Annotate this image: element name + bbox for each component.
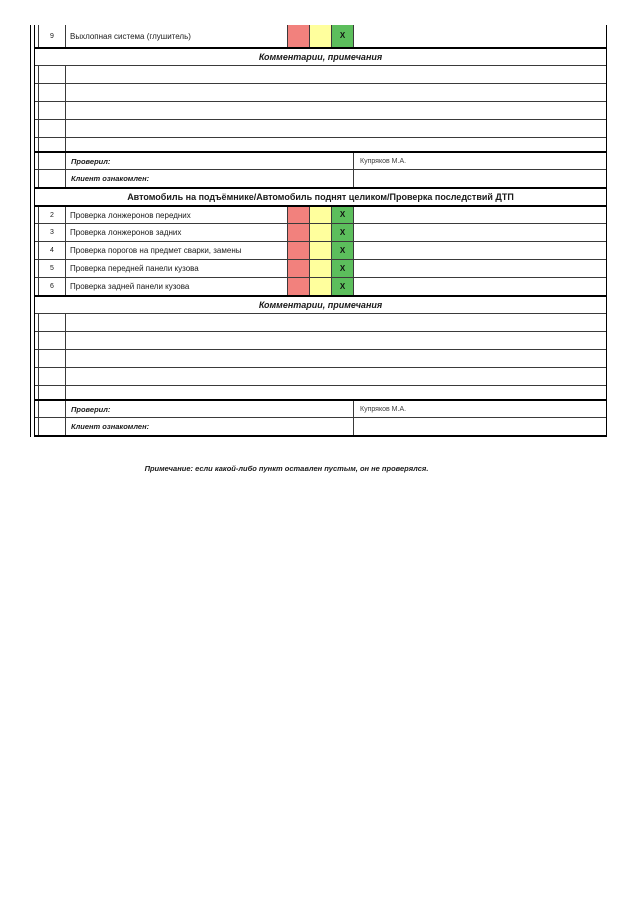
status-cell-red <box>288 278 310 295</box>
comment-row-empty <box>35 101 606 119</box>
status-cell-yellow <box>310 207 332 223</box>
comment-row-text-cell <box>66 350 606 367</box>
comments-section-header <box>35 47 606 65</box>
comment-row-text-cell <box>66 386 606 399</box>
status-cell-yellow <box>310 242 332 259</box>
comment-row-empty <box>35 119 606 137</box>
checklist-row <box>35 241 606 259</box>
table-outer-left-border <box>30 25 31 437</box>
client-ack-label: Клиент ознакомлен: <box>66 170 354 187</box>
lift-section-header <box>35 187 606 205</box>
row-number: 4 <box>39 242 66 259</box>
client-ack-row <box>35 169 606 187</box>
row-number: 2 <box>39 207 66 223</box>
notes-cell <box>354 278 606 295</box>
checked-by-row <box>35 399 606 417</box>
x-mark: X <box>339 210 346 219</box>
checked-by-value: Купряков М.А. <box>360 405 407 413</box>
comment-row-empty <box>35 137 606 151</box>
x-mark: X <box>339 245 346 255</box>
comment-row-number-cell <box>39 120 66 137</box>
row-number: 6 <box>39 278 66 295</box>
status-cell-green <box>332 207 354 223</box>
status-cell-red <box>288 242 310 259</box>
row-label: Проверка задней панели кузова <box>66 278 288 295</box>
notes-cell <box>354 207 606 223</box>
comment-row-number-cell <box>39 84 66 101</box>
row-label: Выхлопная система (глушитель) <box>66 25 288 47</box>
x-mark: X <box>339 227 346 237</box>
status-cell-yellow <box>310 224 332 241</box>
checklist-row <box>35 223 606 241</box>
comment-row-text-cell <box>66 120 606 137</box>
lift-section-title: Автомобиль на подъёмнике/Автомобиль поднят целиком/Проверка последствий ДТП <box>127 192 514 202</box>
comment-row-number-cell <box>39 332 66 349</box>
client-ack-value <box>354 418 606 435</box>
comment-row-text-cell <box>66 138 606 151</box>
comment-row-text-cell <box>66 314 606 331</box>
comment-row-text-cell <box>66 332 606 349</box>
x-mark: X <box>339 281 346 291</box>
comment-row-number-cell <box>39 368 66 385</box>
notes-cell <box>354 224 606 241</box>
comment-row-text-cell <box>66 84 606 101</box>
inspection-checklist-table <box>34 25 607 437</box>
checked-by-label: Проверил: <box>66 153 354 169</box>
status-cell-red <box>288 207 310 223</box>
status-cell-red <box>288 224 310 241</box>
empty-cell <box>39 153 66 169</box>
comment-row-empty <box>35 331 606 349</box>
comment-row-number-cell <box>39 350 66 367</box>
comment-row-number-cell <box>39 66 66 83</box>
status-cell-red <box>288 25 310 47</box>
notes-cell <box>354 25 606 47</box>
status-cell-green <box>332 278 354 295</box>
comment-row-number-cell <box>39 386 66 399</box>
status-cell-green <box>332 224 354 241</box>
x-mark: X <box>339 263 346 273</box>
checked-by-row <box>35 151 606 169</box>
comment-row-number-cell <box>39 102 66 119</box>
status-cell-green <box>332 242 354 259</box>
checklist-row <box>35 259 606 277</box>
notes-cell <box>354 242 606 259</box>
checklist-row-exhaust <box>35 25 606 47</box>
empty-cell <box>39 418 66 435</box>
comment-row-empty <box>35 65 606 83</box>
status-cell-yellow <box>310 25 332 47</box>
comment-row-number-cell <box>39 138 66 151</box>
comment-row-empty <box>35 83 606 101</box>
status-cell-green <box>332 260 354 277</box>
checklist-row <box>35 205 606 223</box>
status-cell-green <box>332 25 354 47</box>
comments-title: Комментарии, примечания <box>258 300 383 310</box>
row-label: Проверка лонжеронов задних <box>66 224 288 241</box>
checklist-row <box>35 277 606 295</box>
comment-row-text-cell <box>66 368 606 385</box>
empty-cell <box>39 170 66 187</box>
row-label: Проверка порогов на предмет сварки, замены <box>66 242 288 259</box>
row-number: 3 <box>39 224 66 241</box>
notes-cell <box>354 260 606 277</box>
comment-row-text-cell <box>66 66 606 83</box>
row-number: 5 <box>39 260 66 277</box>
row-label: Проверка лонжеронов передних <box>66 207 288 223</box>
row-number: 9 <box>39 25 66 47</box>
x-mark: X <box>339 31 346 40</box>
comment-row-empty <box>35 349 606 367</box>
footer-note: Примечание: если какой-либо пункт оставлен пустым, он не проверялся. <box>144 464 429 473</box>
comment-row-number-cell <box>39 314 66 331</box>
client-ack-label: Клиент ознакомлен: <box>66 418 354 435</box>
client-ack-value <box>354 170 606 187</box>
comment-row-empty <box>35 313 606 331</box>
comment-row-text-cell <box>66 102 606 119</box>
comments-title: Комментарии, примечания <box>258 52 383 62</box>
checked-by-label: Проверил: <box>66 401 354 417</box>
row-label: Проверка передней панели кузова <box>66 260 288 277</box>
comment-row-empty <box>35 367 606 385</box>
comment-row-empty <box>35 385 606 399</box>
status-cell-red <box>288 260 310 277</box>
client-ack-row <box>35 417 606 435</box>
status-cell-yellow <box>310 260 332 277</box>
empty-cell <box>39 401 66 417</box>
checked-by-value: Купряков М.А. <box>360 157 407 165</box>
comments-section-header <box>35 295 606 313</box>
status-cell-yellow <box>310 278 332 295</box>
